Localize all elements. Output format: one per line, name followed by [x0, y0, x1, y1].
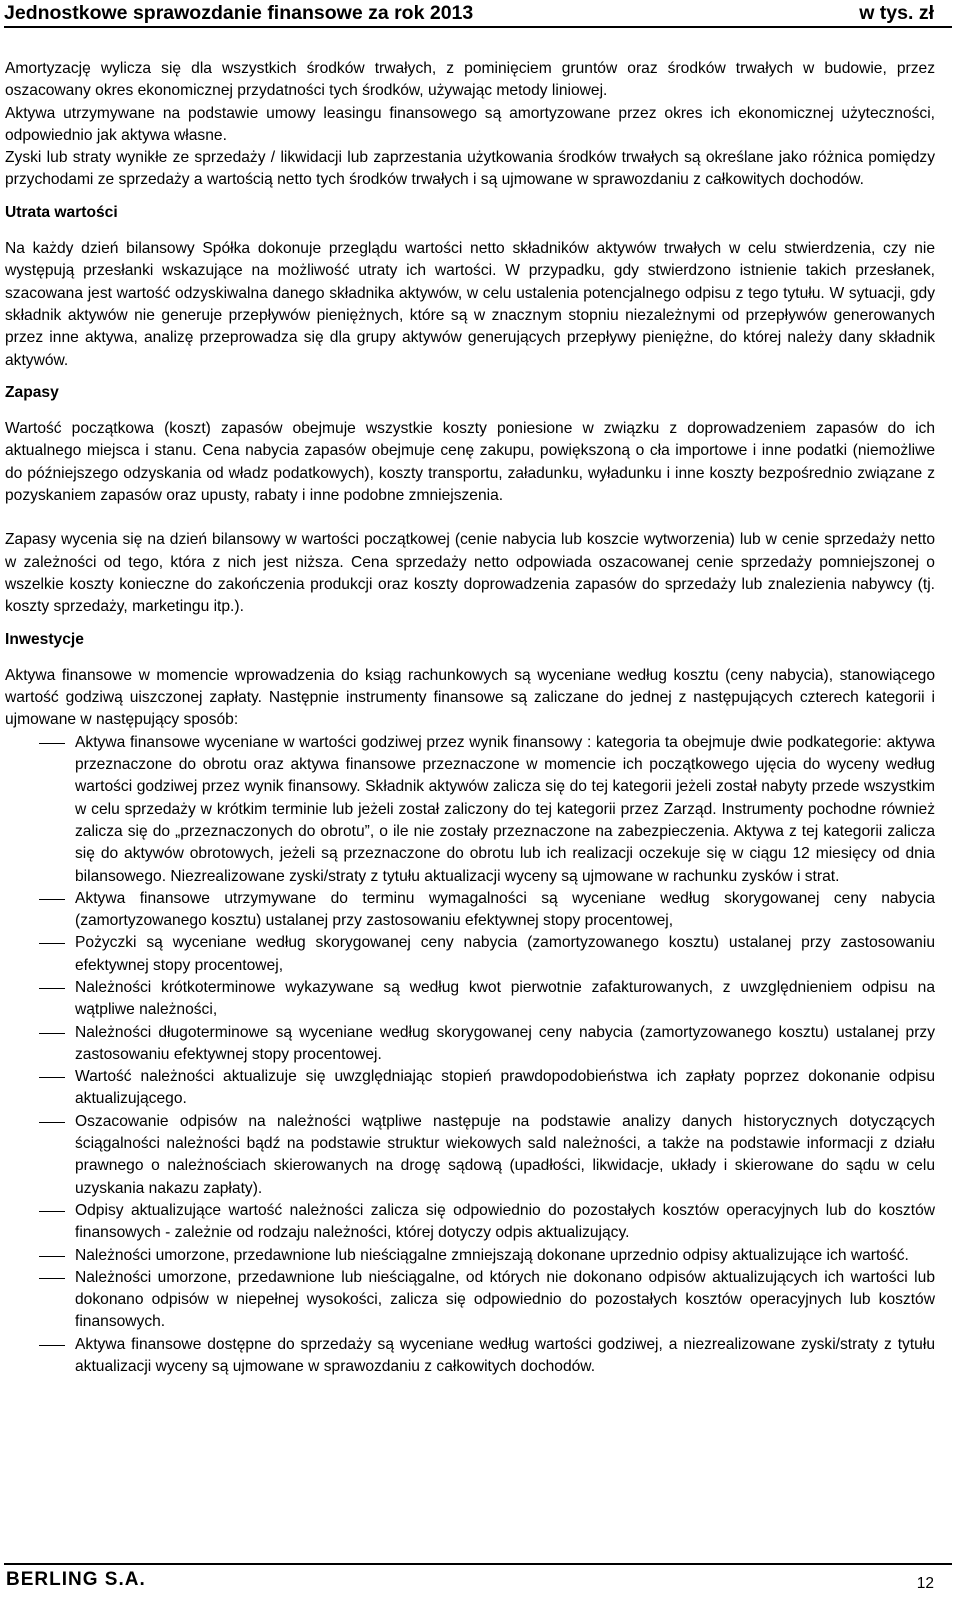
list-item-text: Aktywa finansowe wyceniane w wartości godziwej przez wynik finansowy : kategoria ta obejmuje dwie podkategorie: aktywa przeznaczone do obrotu oraz aktywa finansowe przeznaczone w momencie ich początkowego ujęcia do wyceny według wartości godziwej przez wynik finansowy. Składnik aktywów zalicza się do tej kategorii jeżeli został nabyty przede wszystkim w celu sprzedaży w krótkim terminie lub jeżeli został zaliczony do tej kategorii przez Zarząd. Instrumenty pochodne również zalicza się do „przeznaczonych do obrotu”, o ile nie zostały przeznaczone na zabezpieczenia. Aktywa z tej kategorii zalicza się do aktywów obrotowych, jeżeli są przeznaczone do obrotu lub ich realizacji oczekuje się w ciągu 12 miesięcy od dnia bilansowego. Niezrealizowane zyski/straty z tytułu aktualizacji wyceny są ujmowane w rachunku zysków i strat.: [75, 733, 935, 885]
list-item-text: Aktywa finansowe utrzymywane do terminu wymagalności są wyceniane według skorygowanej ceny nabycia (zamortyzowanego kosztu) ustalanej przy zastosowaniu efektywnej stopy procentowej,: [75, 889, 935, 930]
list-item-text: Wartość należności aktualizuje się uwzględniając stopień prawdopodobieństwa ich zapłaty poprzez dokonanie odpisu aktualizującego.: [75, 1068, 935, 1108]
paragraph-inventory-cost: Wartość początkowa (koszt) zapasów obejmuje wszystkie koszty poniesione w związku z doprowadzeniem zapasów do ich aktualnego miejsca i stanu. Cena nabycia zapasów obejmuje cenę zakupu, powiększoną o cła importowe i inne podatki (niemożliwe do późniejszego odzyskania od władz podatkowych), koszty transportu, załadunku, wyładunku i inne koszty bezpośrednio związane z pozyskaniem zapasów oraz upusty, rabaty i inne podobne zmniejszenia.: [5, 420, 935, 505]
heading-inventory: Zapasy: [5, 383, 59, 401]
list-item: [5, 932, 935, 977]
list-item: [5, 1200, 935, 1245]
list-item-text: Odpisy aktualizujące wartość należności zalicza się odpowiednio do pozostałych kosztów operacyjnych lub do kosztów finansowych - zależnie od rodzaju należności, której dotyczy odpis aktualizujący.: [75, 1201, 935, 1242]
paragraph-gains-losses: Zyski lub straty wynikłe ze sprzedaży / likwidacji lub zaprzestania użytkowania środków trwałych są określane jako różnica pomiędzy przychodami ze sprzedaży a wartością netto tych środków trwałych i są ujmowane w sprawozdaniu z całkowitych dochodów.: [5, 149, 935, 189]
dash-bullet-icon: [39, 1122, 65, 1123]
paragraph-impairment: Na każdy dzień bilansowy Spółka dokonuje przeglądu wartości netto składników aktywów trwałych w celu stwierdzenia, czy nie występują przesłanki wskazujące na możliwość utraty ich wartości. W przypadku, gdy stwierdzono istnienie takich przesłanek, szacowana jest wartość odzyskiwalna danego składnika aktywów, w celu ustalenia potencjalnego odpisu z tego tytułu. W sytuacji, gdy składnik aktywów nie generuje przepływów pieniężnych, które są w znacznym stopniu niezależnymi od przepływów generowanych przez inne aktywa, analizę przeprowadza się dla grupy aktywów generujących przepływy pieniężne, do której należy dany składnik aktywów.: [5, 240, 935, 369]
dash-bullet-icon: [39, 943, 65, 944]
dash-bullet-icon: [39, 1278, 65, 1279]
heading-investments: Inwestycje: [5, 630, 84, 648]
paragraph-leasing: Aktywa utrzymywane na podstawie umowy leasingu finansowego są amortyzowane przez okres ich ekonomicznej użyteczności, odpowiednio jak aktywa własne.: [5, 104, 935, 144]
dash-bullet-icon: [39, 1033, 65, 1034]
list-item-text: Należności umorzone, przedawnione lub nieściągalne, od których nie dokonano odpisów aktualizujących ich wartości lub dokonano odpisów w niepełnej wysokości, zalicza się odpowiednio do pozostałych kosztów operacyjnych lub kosztów finansowych.: [75, 1268, 935, 1331]
list-item-text: Należności umorzone, przedawnione lub nieściągalne zmniejszają dokonane uprzednio odpisy aktualizujące ich wartość.: [75, 1246, 909, 1264]
investment-categories-list: [5, 732, 935, 1379]
dash-bullet-icon: [39, 1256, 65, 1257]
dash-bullet-icon: [39, 1211, 65, 1212]
paragraph-inventory-valuation: Zapasy wycenia się na dzień bilansowy w wartości początkowej (cenie nabycia lub koszcie wytworzenia) lub w cenie sprzedaży netto w zależności od tego, która z nich jest niższa. Cena sprzedaży netto odpowiada oszacowanej cenie sprzedaży pomniejszonej o wszelkie koszty konieczne do zakończenia produkcji oraz koszty doprowadzenia zapasów do sprzedaży lub znalezienia nabywcy (tj. koszty sprzedaży, marketingu itp.).: [5, 531, 935, 616]
list-item-text: Aktywa finansowe dostępne do sprzedaży są wyceniane według wartości godziwej, a niezrealizowane zyski/straty z tytułu aktualizacji wyceny są ujmowane w sprawozdaniu z całkowitych dochodów.: [75, 1335, 935, 1376]
list-item-text: Należności krótkoterminowe wykazywane są według kwot pierwotnie zafakturowanych, z uwzględnieniem odpisu na wątpliwe należności,: [75, 978, 935, 1019]
company-name: BERLING S.A.: [6, 1569, 146, 1590]
list-item: [5, 1111, 935, 1200]
dash-bullet-icon: [39, 899, 65, 900]
currency-unit: w tys. zł: [859, 2, 934, 24]
dash-bullet-icon: [39, 1345, 65, 1346]
list-item-text: Oszacowanie odpisów na należności wątpliwe następuje na podstawie analizy danych historycznych dotyczących ściągalności należności bądź na podstawie struktur wiekowych sald należności, a także na podstawie informacji z działu prawnego o należnościach skierowanych na drogę sądową (upadłości, likwidacje, układy i skierowane do sądu w celu uzyskania nakazu zapłaty).: [75, 1112, 935, 1197]
document-body: [5, 58, 935, 1378]
paragraph-investments: Aktywa finansowe w momencie wprowadzenia do ksiąg rachunkowych są wyceniane według kosztu (ceny nabycia), stanowiącego wartość godziwą uiszczonej zapłaty. Następnie instrumenty finansowe są zaliczane do jednej z następujących czterech kategorii i ujmowane w następujący sposób:: [5, 666, 935, 729]
list-item: [5, 1245, 935, 1267]
list-item-text: Pożyczki są wyceniane według skorygowanej ceny nabycia (zamortyzowanego kosztu) ustalanej przy zastosowaniu efektywnej stopy procentowej,: [75, 934, 935, 974]
list-item: [5, 1022, 935, 1067]
dash-bullet-icon: [39, 1077, 65, 1078]
list-item: [5, 1066, 935, 1111]
dash-bullet-icon: [39, 743, 65, 744]
list-item: [5, 732, 935, 888]
list-item: [5, 888, 935, 933]
dash-bullet-icon: [39, 988, 65, 989]
page-footer: [4, 1563, 952, 1603]
page-header: [4, 0, 952, 28]
document-title: Jednostkowe sprawozdanie finansowe za rok 2013: [4, 2, 474, 24]
page-number: 12: [916, 1575, 934, 1592]
list-item: [5, 1267, 935, 1334]
list-item-text: Należności długoterminowe są wyceniane według skorygowanej ceny nabycia (zamortyzowanego kosztu) ustalanej przy zastosowaniu efektywnej stopy procentowej.: [75, 1023, 935, 1063]
list-item: [5, 977, 935, 1022]
list-item: [5, 1334, 935, 1379]
heading-impairment: Utrata wartości: [5, 203, 118, 221]
paragraph-depreciation: Amortyzację wylicza się dla wszystkich środków trwałych, z pominięciem gruntów oraz środków trwałych w budowie, przez oszacowany okres ekonomicznej przydatności tych środków, używając metody liniowej.: [5, 60, 935, 100]
